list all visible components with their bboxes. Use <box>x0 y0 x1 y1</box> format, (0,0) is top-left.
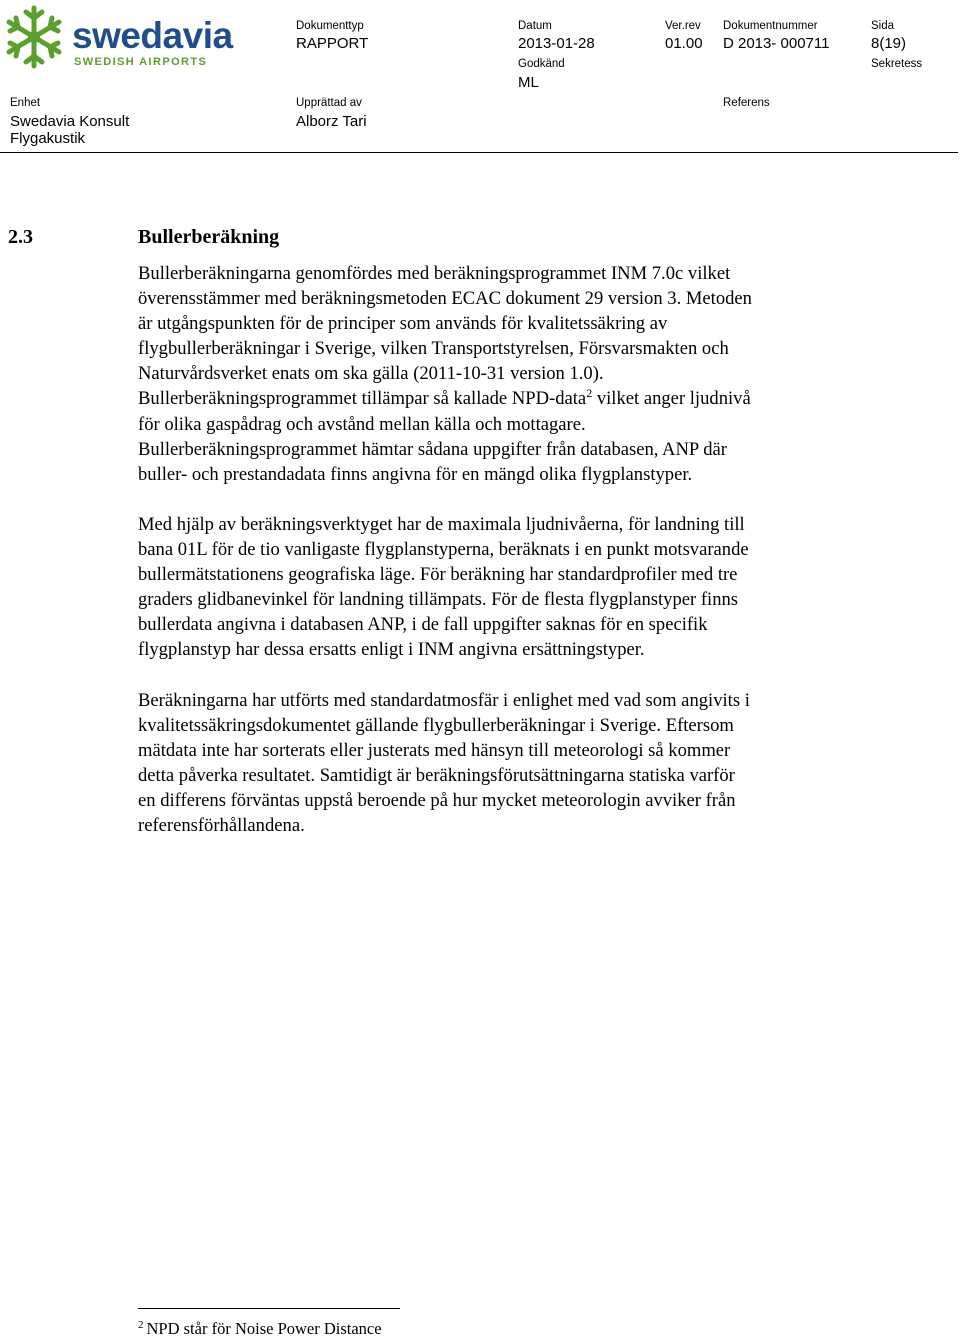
secrecy-label: Sekretess <box>871 58 923 70</box>
logo-wordmark: swedavia <box>72 15 233 56</box>
author-value: Alborz Tari <box>296 113 367 130</box>
snowflake-icon <box>2 4 66 70</box>
approved-label: Godkänd <box>518 58 565 70</box>
text-line: Bullerberäkningsprogrammet hämtar sådana uppgifter från databasen, ANP där <box>138 438 727 460</box>
text-line: är utgångspunkten för de principer som används för kvalitetssäkring av <box>138 313 668 335</box>
section-number: 2.3 <box>8 226 33 248</box>
text-line: mätdata inte har sorterats eller justerats med hänsyn till meteorologi så kommer <box>138 740 731 762</box>
unit-value-line2: Flygakustik <box>10 130 86 147</box>
footnote-number: 2 <box>138 1319 144 1331</box>
rev-label: Ver.rev <box>665 20 701 32</box>
section-title: Bullerberäkning <box>138 226 280 248</box>
date-label: Datum <box>518 20 552 32</box>
text-line: buller- och prestandadata finns angivna för en mängd olika flygplanstyper. <box>138 463 693 485</box>
text-line: flygplanstyp har dessa ersatts enligt i INM angivna ersättningstyper. <box>138 639 645 661</box>
text-line: Naturvårdsverket enats om ska gälla (2011-10-31 version 1.0). <box>138 363 604 385</box>
doc-number-label: Dokumentnummer <box>723 20 818 32</box>
doc-type-value: RAPPORT <box>296 35 369 52</box>
logo-tagline: SWEDISH AIRPORTS <box>74 56 208 68</box>
doc-number-value: D 2013- 000711 <box>723 35 830 52</box>
text-line-with-footnote <box>138 386 938 411</box>
text-line: graders glidbanevinkel för landning tillämpats. För de flesta flygplanstyper finns <box>138 589 739 611</box>
text-line: detta påverka resultatet. Samtidigt är beräkningsförutsättningarna statiska varför <box>138 765 735 787</box>
text-line: Beräkningarna har utförts med standardatmosfär i enlighet med vad som angivits i <box>138 690 750 711</box>
text-line: Med hjälp av beräkningsverktyget har de maximala ljudnivåerna, för landning till <box>138 514 745 535</box>
text-line: referensförhållandena. <box>138 815 305 837</box>
footnote-text: NPD står för Noise Power Distance <box>146 1319 382 1337</box>
page-label: Sida <box>871 20 895 32</box>
text-line: överensstämmer med beräkningsmetoden ECAC dokument 29 version 3. Metoden <box>138 288 752 310</box>
text-line: bullermätstationens geografiska läge. För beräkning har standardprofiler med tre <box>138 564 738 586</box>
paragraph-1 <box>138 261 938 487</box>
page-value: 8(19) <box>871 35 907 52</box>
text-line: en differens förväntas uppstå beroende på hur mycket meteorologin avviker från <box>138 790 736 812</box>
text-line: flygbullerberäkningar i Sverige, vilken Transportstyrelsen, Försvarsmakten och <box>138 338 729 360</box>
reference-label: Referens <box>723 97 770 109</box>
header-divider <box>0 152 958 153</box>
doc-type-label: Dokumenttyp <box>296 20 364 32</box>
date-value: 2013-01-28 <box>518 35 595 52</box>
rev-value: 01.00 <box>665 35 703 52</box>
text-line: bullerdata angivna i databasen ANP, i de fall uppgifter saknas för en specifik <box>138 614 708 636</box>
footnote-divider <box>138 1308 400 1309</box>
footnote <box>138 1320 382 1337</box>
author-label: Upprättad av <box>296 97 362 109</box>
swedavia-logo <box>2 4 233 70</box>
section-heading <box>8 225 279 249</box>
text-line: bana 01L för de tio vanligaste flygplanstyperna, beräknats i en punkt motsvarande <box>138 539 749 561</box>
approved-value: ML <box>518 74 539 91</box>
text-line-continued: vilket anger ljudnivå <box>592 388 751 410</box>
text-line: Bullerberäkningsprogrammet tillämpar så kallade NPD-data <box>138 388 587 410</box>
text-line: för olika gaspådrag och avstånd mellan källa och mottagare. <box>138 413 586 435</box>
text-line: kvalitetssäkringsdokumentet gällande flygbullerberäkningar i Sverige. Eftersom <box>138 715 734 737</box>
footnote-reference[interactable]: 2 <box>586 386 593 401</box>
text-line: Bullerberäkningarna genomfördes med beräkningsprogrammet INM 7.0c vilket <box>138 263 731 284</box>
unit-value-line1: Swedavia Konsult <box>10 113 130 130</box>
paragraph-2 <box>138 512 938 663</box>
paragraph-3 <box>138 688 938 839</box>
unit-label: Enhet <box>10 97 41 109</box>
